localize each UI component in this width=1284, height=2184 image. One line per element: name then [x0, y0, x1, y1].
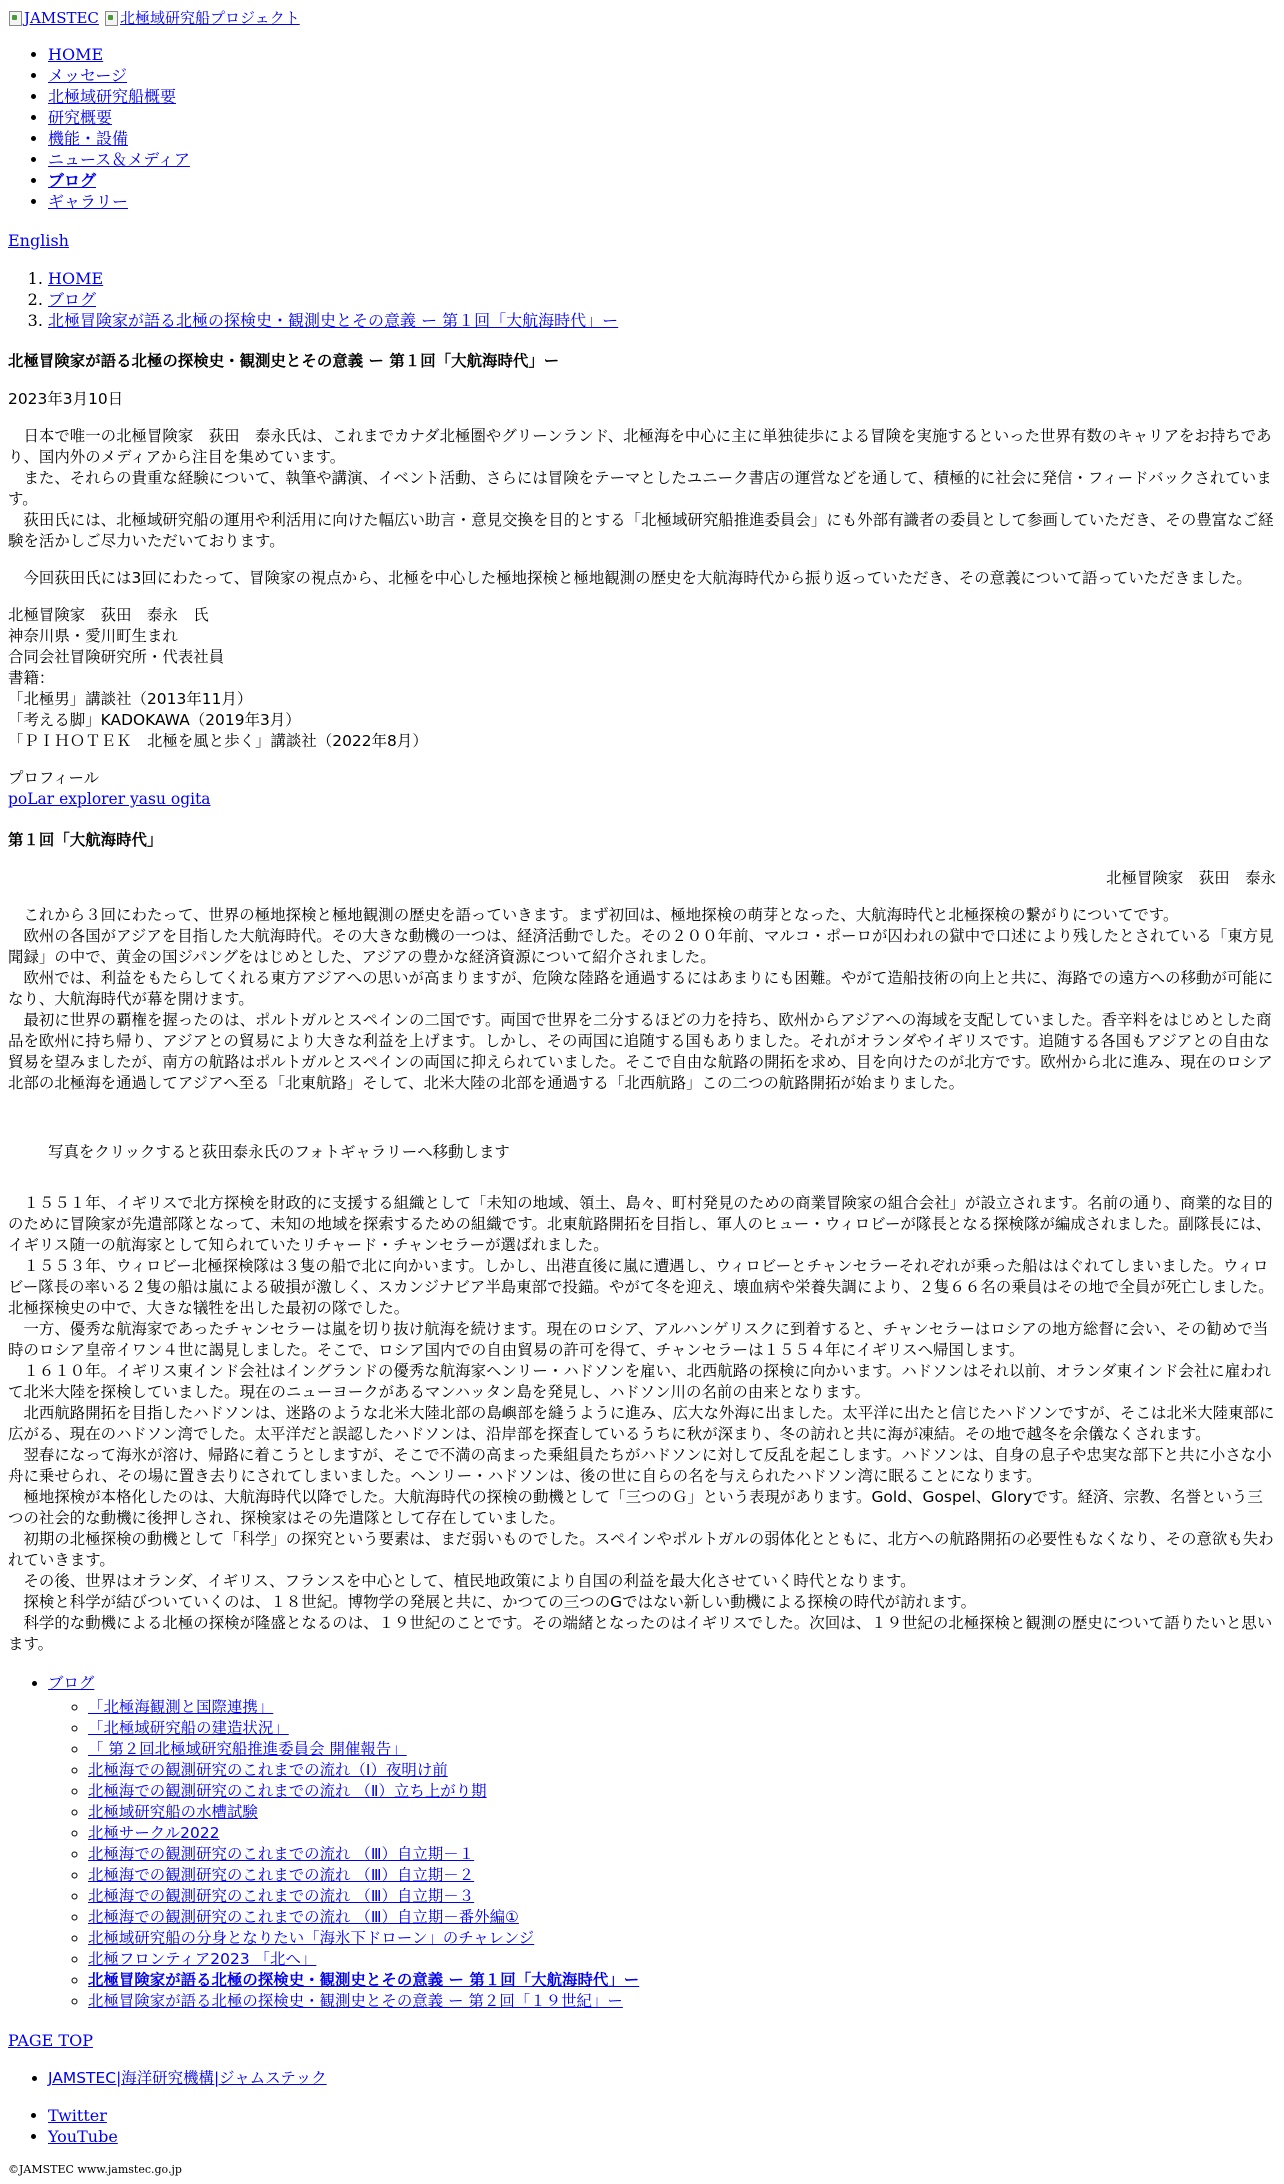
profile-line: 「考える脚」KADOKAWA（2019年3月） [8, 711, 301, 729]
nav-link-facilities[interactable]: 機能・設備 [48, 129, 129, 148]
profile-link-block [8, 768, 1276, 810]
body-line: 初期の北極探検の動機として「科学」の探究という要素は、まだ弱いものでした。スペインやポルトガルの弱体化とともに、北方への航路開拓の必要性もなくなり、その意欲も失われていきます。 [8, 1530, 1274, 1569]
list-item [88, 1928, 1276, 1949]
body-line: これから３回にわたって、世界の極地探検と極地観測の歴史を語っていきます。まず初回は、極地探検の萌芽となった、大航海時代と北極探検の繋がりについてです。 [8, 906, 1179, 924]
body-paragraph-1 [8, 905, 1276, 1094]
body-line: 一方、優秀な航海家であったチャンセラーは嵐を切り抜け航海を続けます。現在のロシア、アルハンゲリスクに到着すると、チャンセラーはロシアの地方総督に会い、その勧めで当時のロシア皇帝イワン４世に謁見しました。そこで、ロシア国内での自由貿易の許可を得て、チャンセラーは１５５４年にイギリスへ帰国します。 [8, 1320, 1269, 1359]
youtube-link[interactable]: YouTube [48, 2127, 118, 2146]
global-nav [8, 44, 1276, 212]
list-item [88, 1802, 1276, 1823]
blog-post-link[interactable]: 北極冒険家が語る北極の探検史・観測史とその意義 ー 第２回「１９世紀」ー [88, 1992, 623, 2010]
list-item [88, 1886, 1276, 1907]
blog-list-root [48, 1673, 1276, 2012]
nav-link-research[interactable]: 研究概要 [48, 108, 113, 127]
jamstec-logo-link[interactable] [8, 8, 99, 28]
body-line: １５５１年、イギリスで北方探検を財政的に支援する組織として「未知の地域、領土、島々、町村発見のための商業冒険家の組合会社」が設立されます。名前の通り、商業的な目的のために冒険家が先遣部隊となって、未知の地域を探索するための組織です。北東航路開拓を目指し、軍人のヒュー・ウィロビーが隊長となる探検隊が編成されました。副隊長には、イギリス随一の航海家として知られていたリチャード・チャンセラーが選ばれました。 [8, 1194, 1273, 1254]
profile-line: 北極冒険家 荻田 泰永 氏 [8, 606, 209, 624]
blog-post-link[interactable]: 北極サークル2022 [88, 1824, 220, 1842]
twitter-link[interactable]: Twitter [48, 2106, 107, 2125]
nav-item [48, 65, 1276, 86]
body-line: １５５３年、ウィロビー北極探検隊は３隻の船で北に向かいます。しかし、出港直後に嵐に遭遇し、ウィロビーとチャンセラーそれぞれが乗った船ははぐれてしまいました。ウィロビー隊長の率いる２隻の船は嵐による破損が激しく、スカンジナビア半島東部で投錨。やがて冬を迎え、壊血病や栄養失調により、２隻６６名の乗員はその地で全員が死亡しました。北極探検史の中で、大きな犠牲を出した最初の隊でした。 [8, 1257, 1274, 1317]
blog-post-link[interactable]: 北極海での観測研究のこれまでの流れ（Ⅰ）夜明け前 [88, 1761, 448, 1779]
english-link[interactable]: English [8, 231, 69, 250]
nav-item [48, 86, 1276, 107]
list-item [88, 1718, 1276, 1739]
profile-line: 神奈川県・愛川町生まれ [8, 627, 178, 645]
profile-line: 合同会社冒険研究所・代表社員 [8, 648, 225, 666]
intro-line: 荻田氏には、北極域研究船の運用や利活用に向けた幅広い助言・意見交換を目的とする「北極域研究船推進委員会」にも外部有識者の委員として参画していただき、その豊富なご経験を活かしご尽力いただいております。 [8, 511, 1274, 550]
intro-paragraph [8, 426, 1276, 552]
breadcrumb-item [48, 310, 1276, 331]
body-line: 欧州の各国がアジアを目指した大航海時代。その大きな動機の一つは、経済活動でした。その２００年前、マルコ・ポーロが囚われの獄中で口述により残したとされている「東方見聞録」の中で、黄金の国ジパングをはじめとした、アジアの豊かな経済資源について紹介されました。 [8, 927, 1274, 966]
project-logo-link[interactable] [104, 8, 300, 28]
body-line: その後、世界はオランダ、イギリス、フランスを中心として、植民地政策により自国の利益を最大化させていく時代となります。 [8, 1572, 916, 1590]
breadcrumb-item [48, 268, 1276, 289]
list-item [48, 2105, 1276, 2126]
list-item [88, 1823, 1276, 1844]
blog-post-link[interactable]: 「北極域研究船の建造状況」 [88, 1719, 289, 1737]
intro-line: また、それらの貴重な経験について、執筆や講演、イベント活動、さらには冒険をテーマとしたユニーク書店の運営などを通して、積極的に社会に発信・フィードバックされています。 [8, 469, 1272, 508]
breadcrumb-home[interactable]: HOME [48, 269, 104, 288]
blog-post-link[interactable]: 北極海での観測研究のこれまでの流れ （Ⅲ）自立期－２ [88, 1866, 475, 1884]
profile-line: 「ＰＩＨＯＴＥＫ 北極を風と歩く」講談社（2022年8月） [8, 732, 428, 750]
blog-post-link[interactable]: 北極フロンティア2023 「北へ」 [88, 1950, 317, 1968]
blog-post-link-current[interactable]: 北極冒険家が語る北極の探検史・観測史とその意義 ー 第１回「大航海時代」ー [88, 1971, 640, 1989]
post-date: 2023年3月10日 [8, 390, 124, 408]
nav-item [48, 149, 1276, 170]
body-line: 科学的な動機による北極の探検が隆盛となるのは、１９世紀のことです。その端緒となったのはイギリスでした。次回は、１９世紀の北極探検と観測の歴史について語りたいと思います。 [8, 1614, 1273, 1653]
section-title: 第１回「大航海時代」 [8, 831, 163, 849]
nav-link-overview[interactable]: 北極域研究船概要 [48, 87, 177, 106]
blog-post-items [48, 1697, 1276, 2012]
blog-post-link[interactable]: 北極海での観測研究のこれまでの流れ （Ⅲ）自立期－１ [88, 1845, 475, 1863]
intro-paragraph-2: 今回荻田氏には3回にわたって、冒険家の視点から、北極を中心した極地探検と極地観測の歴史を大航海時代から振り返っていただき、その意義について語っていただきました。 [8, 569, 1252, 587]
list-item [88, 1739, 1276, 1760]
body-line: 北西航路開拓を目指したハドソンは、迷路のような北米大陸北部の島嶼部を縫うように進み、広大な外海に出ました。太平洋に出たと信じたハドソンですが、そこは北米大陸東部に広がる、現在のハドソン湾でした。太平洋だと誤認したハドソンは、沿岸部を探査しているうちに秋が深まり、冬の訪れと共に海が凍結。その地で越冬を余儀なくされます。 [8, 1404, 1275, 1443]
body-line: 極地探検が本格化したのは、大航海時代以降でした。大航海時代の探検の動機として「三つのＧ」という表現があります。Gold、Gospel、Gloryです。経済、宗教、名誉という三つの社会的な動機に後押しされ、探検家はその先遣隊として存在していました。 [8, 1488, 1263, 1527]
list-item [88, 1781, 1276, 1802]
list-item [88, 1697, 1276, 1718]
blog-post-link[interactable]: 北極海での観測研究のこれまでの流れ （Ⅲ）自立期－３ [88, 1887, 475, 1905]
profile-link[interactable]: poLar explorer yasu ogita [8, 790, 211, 808]
project-logo-alt: 北極域研究船プロジェクト [120, 9, 300, 27]
nav-item [48, 128, 1276, 149]
author-name: 北極冒険家 荻田 泰永 [1106, 869, 1276, 887]
photo-gallery-note: 写真をクリックすると荻田泰永氏のフォトギャラリーへ移動します [48, 1143, 510, 1161]
nav-item [48, 191, 1276, 212]
blog-post-link[interactable]: 「 第２回北極域研究船推進委員会 開催報告」 [88, 1740, 407, 1758]
blog-post-link[interactable]: 北極海での観測研究のこれまでの流れ （Ⅱ）立ち上がり期 [88, 1782, 487, 1800]
list-item [88, 1949, 1276, 1970]
blog-post-list [8, 1673, 1276, 2012]
profile-line: 書籍： [8, 669, 55, 687]
nav-link-home[interactable]: HOME [48, 45, 104, 64]
profile-line: 「北極男」講談社（2013年11月） [8, 690, 253, 708]
breadcrumb [8, 268, 1276, 331]
list-item [88, 1844, 1276, 1865]
body-line: 最初に世界の覇権を握ったのは、ポルトガルとスペインの二国です。両国で世界を二分するほどの力を持ち、欧州からアジアへの海域を支配していました。香辛料をはじめとした商品を欧州に持ち帰り、アジアとの貿易により大きな利益を上げます。しかし、その両国に追随する国もありました。それがオランダやイギリスです。追随する各国もアジアとの自由な貿易を望みましたが、南方の航路はポルトガルとスペインの両国に抑えられていました。そこで自由な航路の開拓を求め、目を向けたのが北方です。欧州から北に進み、現在のロシア北部の北極海を通過してアジアへ至る「北東航路」そして、北米大陸の北部を通過する「北西航路」この二つの航路開拓が始まりました。 [8, 1011, 1273, 1092]
list-item [88, 1970, 1276, 1991]
broken-image-icon [8, 10, 22, 26]
profile-block [8, 605, 1276, 752]
blog-post-link[interactable]: 北極海での観測研究のこれまでの流れ （Ⅲ）自立期－番外編① [88, 1908, 519, 1926]
body-line: 欧州では、利益をもたらしてくれる東方アジアへの思いが高まりますが、危険な陸路を通過するにはあまりにも困難。やがて造船技術の向上と共に、海路での遠方への移動が可能になり、大航海時代が幕を開けます。 [8, 969, 1274, 1008]
list-item [48, 2126, 1276, 2147]
copyright: ©JAMSTEC www.jamstec.go.jp [8, 2163, 182, 2176]
body-paragraph-2 [8, 1193, 1276, 1655]
profile-label: プロフィール [8, 769, 100, 787]
blog-post-link[interactable]: 北極域研究船の分身となりたい「海氷下ドローン」のチャレンジ [88, 1929, 535, 1947]
blog-post-link[interactable]: 北極域研究船の水槽試験 [88, 1803, 258, 1821]
breadcrumb-current[interactable]: 北極冒険家が語る北極の探検史・観測史とその意義 ー 第１回「大航海時代」ー [48, 311, 619, 330]
nav-link-message[interactable]: メッセージ [48, 66, 128, 85]
list-item [88, 1907, 1276, 1928]
blog-post-link[interactable]: 「北極海観測と国際連携」 [88, 1698, 274, 1716]
page-title: 北極冒険家が語る北極の探検史・観測史とその意義 ー 第１回「大航海時代」ー [8, 352, 560, 370]
list-item [88, 1865, 1276, 1886]
nav-item [48, 44, 1276, 65]
nav-item [48, 170, 1276, 191]
body-line: 翌春になって海氷が溶け、帰路に着こうとしますが、そこで不満の高まった乗組員たちがハドソンに対して反乱を起こします。ハドソンは、自身の息子や忠実な部下と共に小さな小舟に乗せられ、その場に置き去りにされてしまいました。ヘンリー・ハドソンは、後の世に自らの名を与えられたハドソン湾に眠ることになります。 [8, 1446, 1272, 1485]
list-item [48, 2068, 1276, 2089]
page-top [8, 2030, 1276, 2051]
jamstec-logo-alt: JAMSTEC [24, 9, 99, 27]
intro-line: 日本で唯一の北極冒険家 荻田 泰永氏は、これまでカナダ北極圏やグリーンランド、北極海を中心に主に単独徒歩による冒険を実施するといった世界有数のキャリアをお持ちであり、国内外のメディアから注目を集めています。 [8, 427, 1272, 466]
nav-item [48, 107, 1276, 128]
list-item [88, 1991, 1276, 2012]
list-item [88, 1760, 1276, 1781]
jamstec-org-link[interactable]: JAMSTEC|海洋研究機構|ジャムステック [48, 2069, 327, 2087]
footer-org [8, 2068, 1276, 2089]
body-line: １６１０年。イギリス東インド会社はイングランドの優秀な航海家ヘンリー・ハドソンを雇い、北西航路の探検に向かいます。ハドソンはそれ以前、オランダ東インド会社に雇われて北米大陸を探検していました。現在のニューヨークがあるマンハッタン島を発見し、ハドソン川の名前の由来となります。 [8, 1362, 1272, 1401]
nav-link-news[interactable]: ニュース＆メディア [48, 150, 190, 169]
nav-link-blog[interactable]: ブログ [48, 171, 97, 190]
breadcrumb-item [48, 289, 1276, 310]
header-logos [8, 8, 1276, 28]
broken-image-icon [104, 10, 118, 26]
blog-category-link[interactable]: ブログ [48, 1674, 95, 1692]
language-switch [8, 230, 1276, 251]
nav-link-gallery[interactable]: ギャラリー [48, 192, 129, 211]
breadcrumb-blog[interactable]: ブログ [48, 290, 97, 309]
page-top-link[interactable]: PAGE TOP [8, 2031, 93, 2050]
social-links [8, 2105, 1276, 2147]
body-line: 探検と科学が結びついていくのは、１８世紀。博物学の発展と共に、かつての三つのGではない新しい動機による探検の時代が訪れます。 [8, 1593, 977, 1611]
